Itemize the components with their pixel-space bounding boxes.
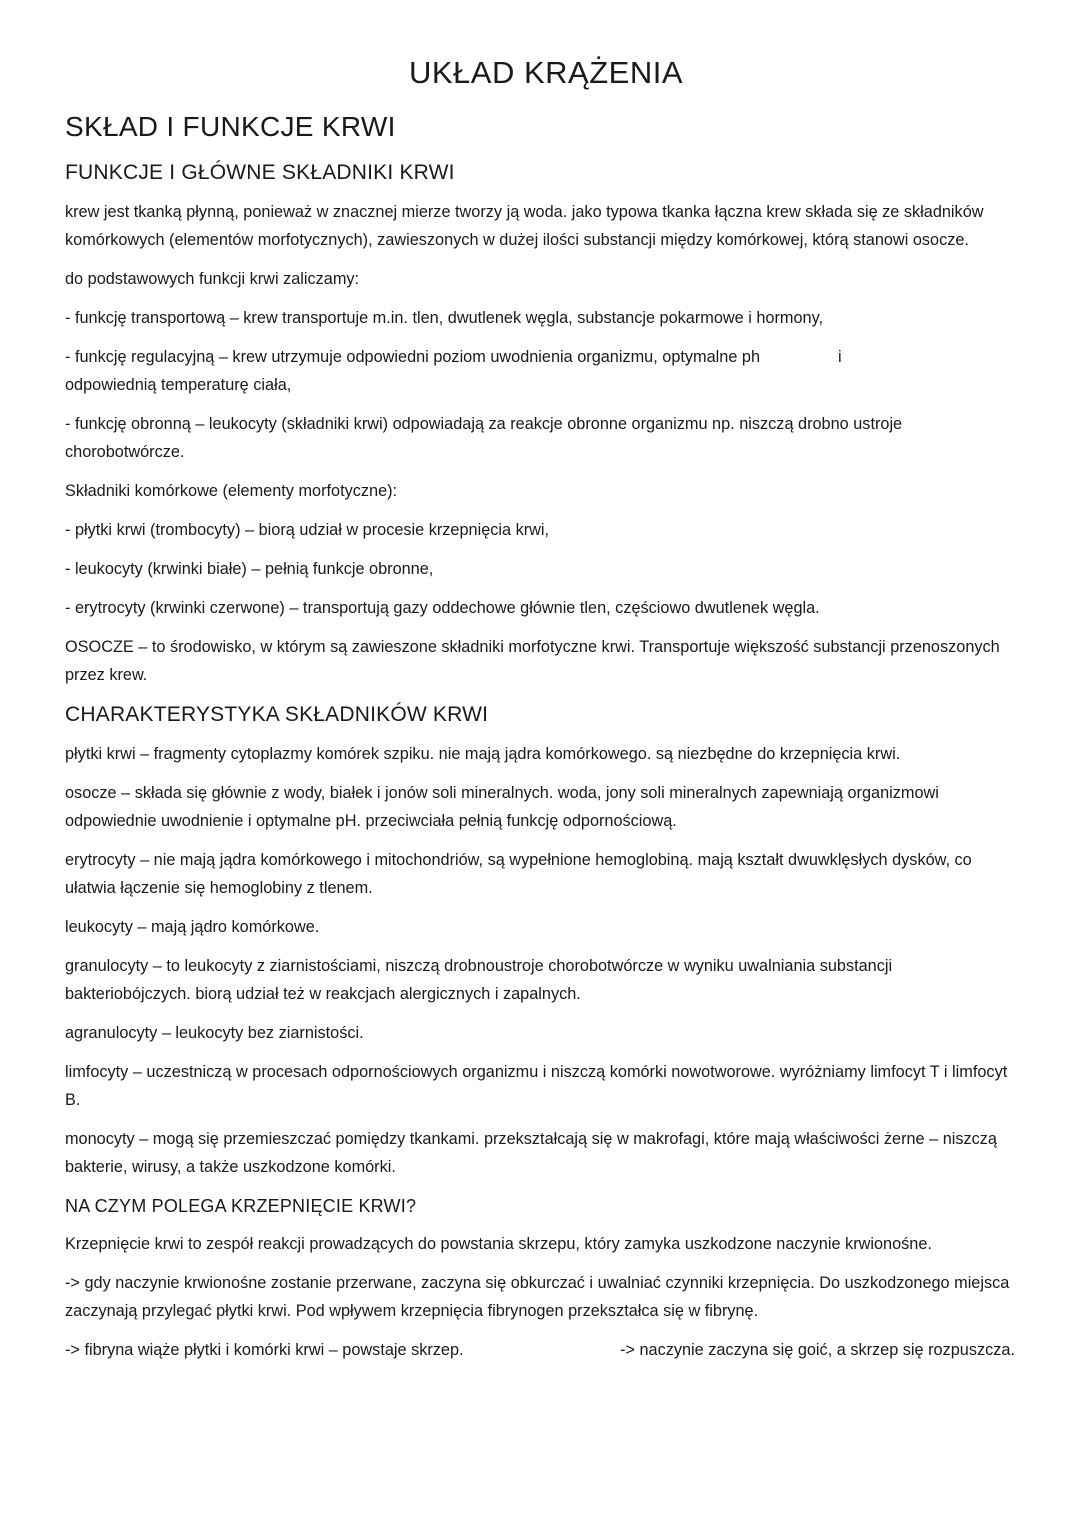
paragraph: krew jest tkanką płynną, ponieważ w znacznej mierze tworzy ją woda. jako typowa tkanka łączna krew składa się ze składników komórkowych (elementów morfotycznych), zawieszonych w dużej ilości substancji między komórkowej, którą stanowi osocze. (65, 203, 984, 249)
paragraph-two-column (65, 1336, 1015, 1364)
clotting-step-left: -> fibryna wiąże płytki i komórki krwi – powstaje skrzep. (65, 1341, 464, 1359)
subsection-heading-clotting: NA CZYM POLEGA KRZEPNIĘCIE KRWI? (65, 1196, 417, 1216)
paragraph: Krzepnięcie krwi to zespół reakcji prowadzących do powstania skrzepu, który zamyka uszkodzone naczynie krwionośne. (65, 1235, 932, 1253)
paragraph: granulocyty – to leukocyty z ziarnistościami, niszczą drobnoustroje chorobotwórcze w wyniku uwalniania substancji bakteriobójczych. biorą udział też w reakcjach alergicznych i zapalnych. (65, 957, 893, 1003)
paragraph: agranulocyty – leukocyty bez ziarnistości. (65, 1024, 364, 1042)
paragraph: do podstawowych funkcji krwi zaliczamy: (65, 270, 360, 288)
clotting-step-right: -> naczynie zaczyna się goić, a skrzep się rozpuszcza. (620, 1341, 1015, 1359)
section-heading-blood-composition: SKŁAD I FUNKCJE KRWI (65, 111, 396, 142)
paragraph: leukocyty – mają jądro komórkowe. (65, 918, 320, 936)
list-item: - płytki krwi (trombocyty) – biorą udział w procesie krzepnięcia krwi, (65, 521, 550, 539)
paragraph: -> gdy naczynie krwionośne zostanie przerwane, zaczyna się obkurczać i uwalniać czynniki krzepnięcia. Do uszkodzonego miejsca zaczynają przylegać płytki krwi. Pod wpływem krzepnięcia fibrynogen przekształca się w fibrynę. (65, 1274, 1010, 1320)
subsection-heading-characteristics: CHARAKTERYSTYKA SKŁADNIKÓW KRWI (65, 703, 489, 726)
list-item-text: - funkcję regulacyjną – krew utrzymuje odpowiedni poziom uwodnienia organizmu, optymalne ph (65, 348, 761, 366)
paragraph: limfocyty – uczestniczą w procesach odpornościowych organizmu i niszczą komórki nowotworowe. wyróżniamy limfocyt T i limfocyt B. (65, 1063, 1008, 1109)
list-item-text: i (838, 348, 842, 366)
paragraph: monocyty – mogą się przemieszczać pomiędzy tkankami. przekształcają się w makrofagi, które mają właściwości żerne – niszczą bakterie, wirusy, a także uszkodzone komórki. (65, 1130, 997, 1176)
paragraph: OSOCZE – to środowisko, w którym są zawieszone składniki morfotyczne krwi. Transportuje większość substancji przenoszonych przez krew. (65, 638, 1000, 684)
document-page (65, 52, 1015, 1375)
list-item: - erytrocyty (krwinki czerwone) – transportują gazy oddechowe głównie tlen, częściowo dwutlenek węgla. (65, 599, 820, 617)
subsection-heading-functions: FUNKCJE I GŁÓWNE SKŁADNIKI KRWI (65, 161, 455, 184)
page-title: UKŁAD KRĄŻENIA (408, 55, 683, 90)
list-item-text: odpowiednią temperaturę ciała, (65, 376, 292, 394)
paragraph: osocze – składa się głównie z wody, białek i jonów soli mineralnych. woda, jony soli mineralnych zapewniają organizmowi odpowiednie uwodnienie i optymalne pH. przeciwciała pełnią funkcję odpornościową. (65, 784, 939, 830)
list-item (65, 343, 1015, 399)
paragraph: erytrocyty – nie mają jądra komórkowego i mitochondriów, są wypełnione hemoglobiną. mają kształt dwuwklęsłych dysków, co ułatwia łączenie się hemoglobiny z tlenem. (65, 851, 972, 897)
list-item: - funkcję obronną – leukocyty (składniki krwi) odpowiadają za reakcje obronne organizmu np. niszczą drobno ustroje chorobotwórcze. (65, 415, 903, 461)
paragraph: płytki krwi – fragmenty cytoplazmy komórek szpiku. nie mają jądra komórkowego. są niezbędne do krzepnięcia krwi. (65, 745, 901, 763)
paragraph: Składniki komórkowe (elementy morfotyczne): (65, 482, 398, 500)
list-item: - funkcję transportową – krew transportuje m.in. tlen, dwutlenek węgla, substancje pokarmowe i hormony, (65, 309, 824, 327)
list-item: - leukocyty (krwinki białe) – pełnią funkcje obronne, (65, 560, 434, 578)
